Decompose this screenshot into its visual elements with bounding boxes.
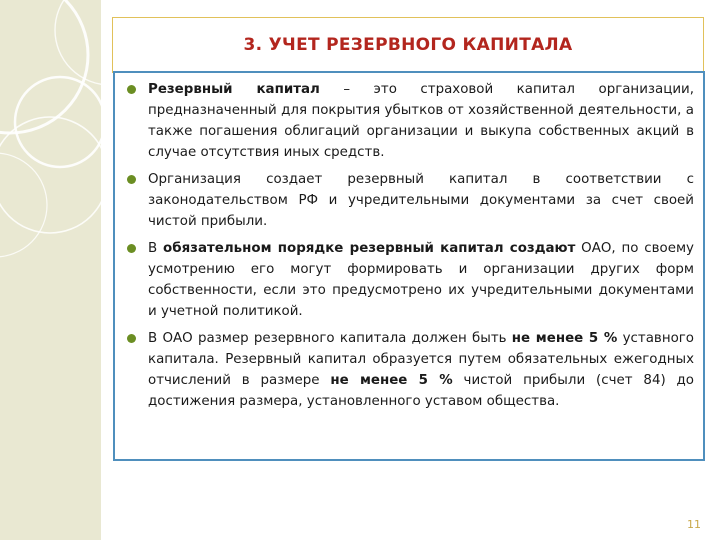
bullet-text: – это страховой капитал организации, предназначенный для покрытия убытков от хозяйственной деятельности, а также погашения облигаций организации и выкупа собственных акций в случае отсутствия иных средств. [148,82,694,160]
bullet-item [125,238,694,322]
bullet-text: ОАО, по своему усмотрению его могут формировать и организации других форм собственности, если это предусмотрено их учредительными документами и учетной политикой. [148,241,694,319]
title-box [112,17,704,73]
bullet-text: уставного капитала. Резервный капитал образуется путем обязательных ежегодных отчислений в размере [148,331,694,388]
bullet-text: В [148,241,164,256]
bullet-dot-icon [127,244,136,253]
bullet-text: Организация создает резервный капитал в соответствии с законодательством РФ и учредительными документами за счет своей чистой прибыли. [148,172,694,229]
bullet-text: чистой прибыли (счет 84) до достижения размера, установленного уставом общества. [148,373,695,409]
bullet-dot-icon [127,175,136,184]
decorative-side-band [0,0,101,540]
content-box [113,71,705,461]
bullet-text-bold: не менее 5 % [511,331,618,346]
slide-title: 3. УЧЕТ РЕЗЕРВНОГО КАПИТАЛА [243,35,573,55]
bullet-item [125,169,694,232]
bullet-text-bold: не менее 5 % [330,373,453,388]
decorative-circles-graphic [0,0,101,540]
bullet-text: В ОАО размер резервного капитала должен быть [148,331,512,346]
page-number: 11 [687,518,701,531]
bullet-dot-icon [127,85,136,94]
bullet-list [125,79,694,418]
bullet-text-bold: Резервный капитал [148,82,320,97]
bullet-dot-icon [127,334,136,343]
bullet-item [125,79,694,163]
bullet-item [125,328,694,412]
bullet-text-bold: обязательном порядке резервный капитал создают [163,241,576,256]
